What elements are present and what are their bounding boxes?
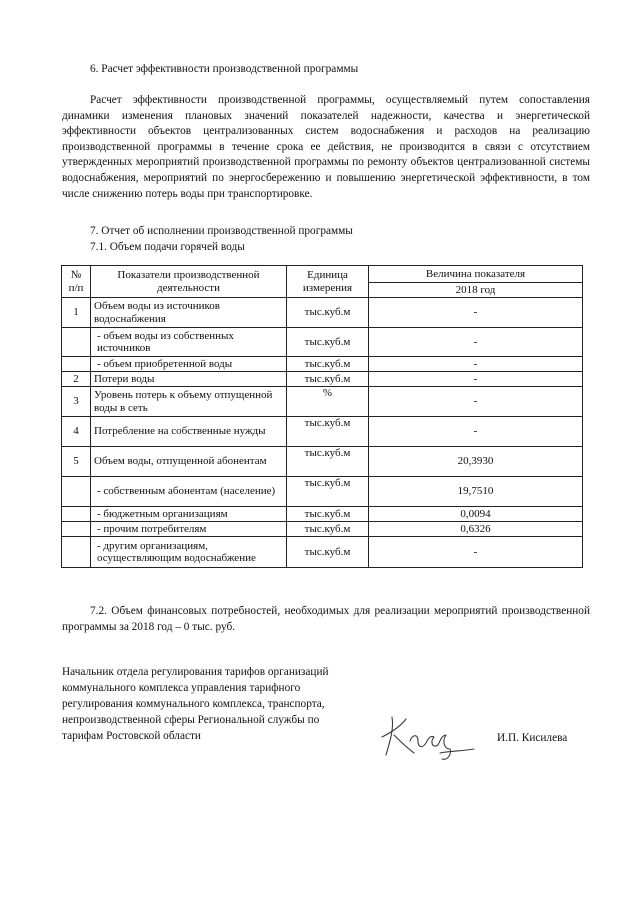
table-row — [62, 298, 583, 328]
row-num: 1 — [62, 298, 91, 328]
table-row — [62, 417, 583, 447]
row-unit: тыс.куб.м — [287, 522, 369, 537]
row-indicator: - бюджетным организациям — [91, 507, 287, 522]
section-7-1-heading: 7.1. Объем подачи горячей воды — [90, 241, 245, 253]
row-indicator: Потребление на собственные нужды — [91, 417, 287, 447]
signatory-name: И.П. Кисилева — [497, 732, 568, 744]
section-6-text: Расчет эффективности производственной программы, осуществляемый путем сопоставления динамики изменения плановых значений показателей надежности, качества и энергетической эффективности объектов централизованных систем водоснабжения и расходов на реализацию производственной программы в течение срока ее действия, не производится в связи с отсутствием утвержденных мероприятий производственной программы по ремонту объектов централизованной системы водоснабжения, мероприятий по энергосбережению и повышению энергетической эффективности, в том числе снижению потерь воды при транспортировке. — [62, 94, 590, 200]
row-num: 2 — [62, 372, 91, 387]
row-value: 20,3930 — [369, 447, 583, 477]
row-unit: тыс.куб.м — [287, 507, 369, 522]
row-value: 0,0094 — [369, 507, 583, 522]
table-row — [62, 357, 583, 372]
signatory-position — [62, 664, 382, 744]
section-7-2-paragraph — [62, 603, 590, 635]
row-unit: % — [287, 387, 369, 417]
row-num: 3 — [62, 387, 91, 417]
header-indicator: Показатели производственной деятельности — [91, 266, 287, 298]
table-row — [62, 328, 583, 357]
row-indicator: - объем воды из собственных источников — [91, 328, 287, 357]
position-line: коммунального комплекса управления тарифного — [62, 682, 301, 694]
table-row — [62, 507, 583, 522]
row-indicator: Объем воды, отпущенной абонентам — [91, 447, 287, 477]
table-row — [62, 387, 583, 417]
position-line: тарифам Ростовской области — [62, 730, 201, 742]
row-value: - — [369, 357, 583, 372]
row-indicator: Потери воды — [91, 372, 287, 387]
header-year: 2018 год — [369, 283, 583, 298]
row-num — [62, 328, 91, 357]
row-value: - — [369, 387, 583, 417]
row-value: 19,7510 — [369, 477, 583, 507]
table-row — [62, 477, 583, 507]
row-unit: тыс.куб.м — [287, 447, 369, 477]
table-row — [62, 447, 583, 477]
section-6-heading: 6. Расчет эффективности производственной программы — [90, 63, 359, 75]
row-num: 4 — [62, 417, 91, 447]
row-value: - — [369, 298, 583, 328]
row-indicator: - прочим потребителям — [91, 522, 287, 537]
row-unit: тыс.куб.м — [287, 357, 369, 372]
row-indicator: Объем воды из источников водоснабжения — [91, 298, 287, 328]
row-unit: тыс.куб.м — [287, 417, 369, 447]
table-row — [62, 372, 583, 387]
row-unit: тыс.куб.м — [287, 477, 369, 507]
row-value: - — [369, 417, 583, 447]
section-7-heading: 7. Отчет об исполнении производственной программы — [90, 225, 353, 237]
row-unit: тыс.куб.м — [287, 537, 369, 568]
row-num — [62, 522, 91, 537]
header-num: № п/п — [62, 266, 91, 298]
table-row — [62, 522, 583, 537]
row-num: 5 — [62, 447, 91, 477]
row-value: - — [369, 328, 583, 357]
water-volume-table — [61, 265, 583, 568]
row-indicator: - другим организациям, осуществляющим водоснабжение — [91, 537, 287, 568]
row-num — [62, 537, 91, 568]
section-6-paragraph — [62, 93, 590, 202]
handwritten-signature — [376, 705, 476, 763]
row-indicator: - собственным абонентам (население) — [91, 477, 287, 507]
row-indicator: - объем приобретенной воды — [91, 357, 287, 372]
position-line: регулирования коммунального комплекса, транспорта, — [62, 698, 325, 710]
row-num — [62, 357, 91, 372]
row-value: - — [369, 372, 583, 387]
row-value: - — [369, 537, 583, 568]
row-unit: тыс.куб.м — [287, 372, 369, 387]
section-7-2-text: 7.2. Объем финансовых потребностей, необходимых для реализации мероприятий производственной программы за 2018 год – 0 тыс. руб. — [62, 605, 590, 633]
row-num — [62, 477, 91, 507]
row-indicator: Уровень потерь к объему отпущенной воды в сеть — [91, 387, 287, 417]
position-line: Начальник отдела регулирования тарифов организаций — [62, 666, 329, 678]
header-unit: Единица измерения — [287, 266, 369, 298]
header-value-group: Величина показателя — [369, 266, 583, 283]
row-value: 0,6326 — [369, 522, 583, 537]
row-num — [62, 507, 91, 522]
table-row — [62, 537, 583, 568]
row-unit: тыс.куб.м — [287, 328, 369, 357]
position-line: непроизводственной сферы Региональной службы по — [62, 714, 320, 726]
row-unit: тыс.куб.м — [287, 298, 369, 328]
